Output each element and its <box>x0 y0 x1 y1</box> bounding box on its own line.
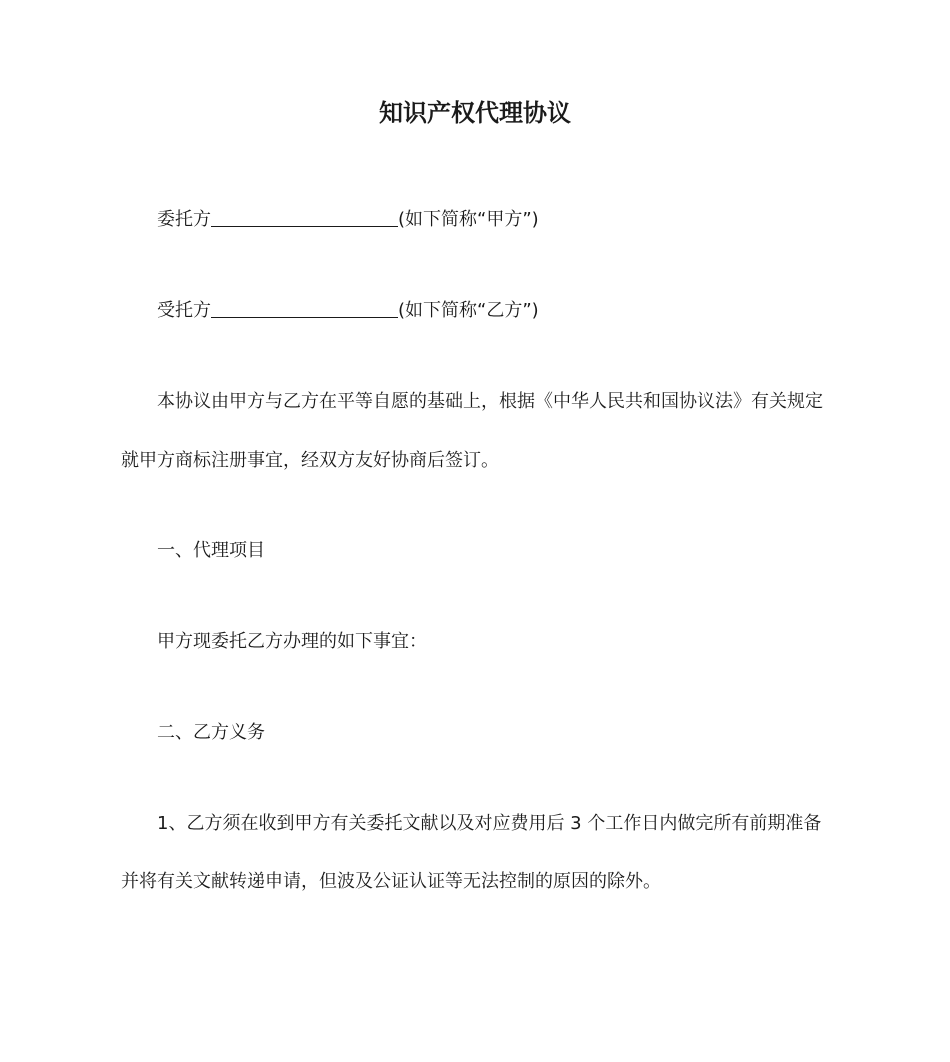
section1-heading: 一、代理项目 <box>157 540 265 561</box>
intro-paragraph-line1: 本协议由甲方与乙方在平等自愿的基础上，根据《中华人民共和国协议法》有关规定 <box>157 391 823 412</box>
agent-label: 受托方 <box>157 300 211 321</box>
clause1-line2: 并将有关文献转递申请，但波及公证认证等无法控制的原因的除外。 <box>121 871 661 892</box>
intro-paragraph-line2: 就甲方商标注册事宜，经双方友好协商后签订。 <box>121 450 499 471</box>
section2-heading: 二、乙方义务 <box>157 722 265 743</box>
principal-line <box>157 207 539 233</box>
section1-text: 甲方现委托乙方办理的如下事宜： <box>157 631 427 652</box>
principal-suffix: (如下简称“甲方”) <box>398 209 539 230</box>
document-title: 知识产权代理协议 <box>379 99 571 127</box>
agent-blank-field <box>211 299 398 318</box>
clause1-line1: 1、乙方须在收到甲方有关委托文献以及对应费用后 3 个工作日内做完所有前期准备 <box>157 813 822 834</box>
agent-suffix: (如下简称“乙方”) <box>398 300 539 321</box>
principal-label: 委托方 <box>157 209 211 230</box>
principal-blank-field <box>211 208 398 227</box>
agent-line <box>157 298 539 324</box>
